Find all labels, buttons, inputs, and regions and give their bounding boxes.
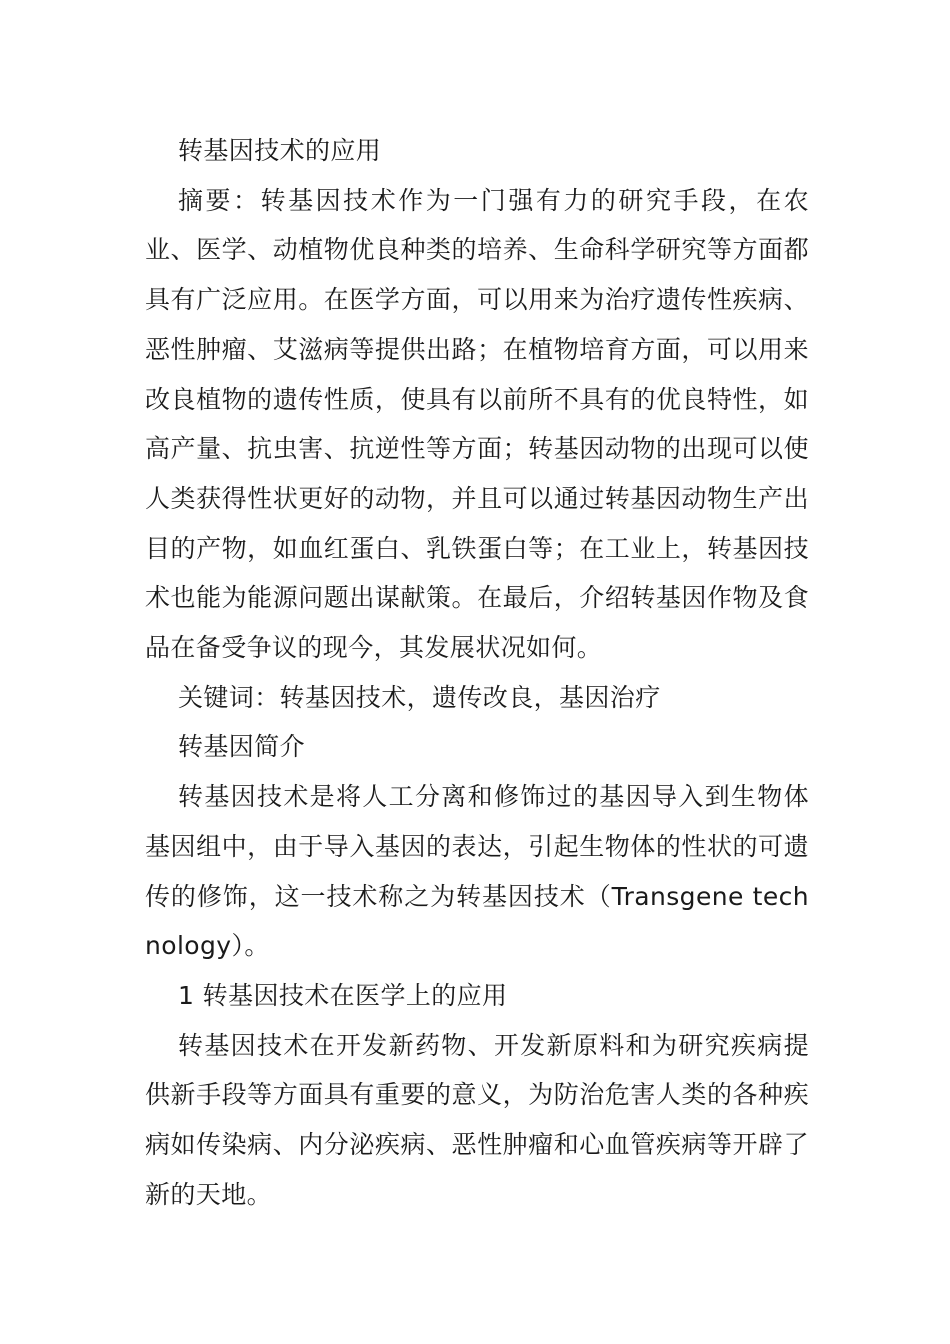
intro-heading: 转基因简介 <box>178 732 306 762</box>
intro-paragraph: 转基因技术是将人工分离和修饰过的基因导入到生物体基因组中，由于导入基因的表达，引起生物体的性状的可遗传的修饰，这一技术称之为转基因技术（Transgene technology）。 <box>145 782 809 961</box>
abstract-paragraph: 摘要：转基因技术作为一门强有力的研究手段，在农业、医学、动植物优良种类的培养、生命科学研究等方面都具有广泛应用。在医学方面，可以用来为治疗遗传性疾病、恶性肿瘤、艾滋病等提供出路；在植物培育方面，可以用来改良植物的遗传性质，使具有以前所不具有的优良特性，如高产量、抗虫害、抗逆性等方面；转基因动物的出现可以使人类获得性状更好的动物，并且可以通过转基因动物生产出目的产物，如血红蛋白、乳铁蛋白等；在工业上，转基因技术也能为能源问题出谋献策。在最后，介绍转基因作物及食品在备受争议的现今，其发展状况如何。 <box>145 185 809 663</box>
document-body <box>145 126 809 1219</box>
document-title: 转基因技术的应用 <box>178 136 382 165</box>
section1-heading: 1 转基因技术在医学上的应用 <box>178 980 508 1010</box>
section1-paragraph: 转基因技术在开发新药物、开发新原料和为研究疾病提供新手段等方面具有重要的意义，为防治危害人类的各种疾病如传染病、内分泌疾病、恶性肿瘤和心血管疾病等开辟了新的天地。 <box>145 1030 809 1209</box>
keywords-line: 关键词：转基因技术，遗传改良，基因治疗 <box>178 682 661 712</box>
